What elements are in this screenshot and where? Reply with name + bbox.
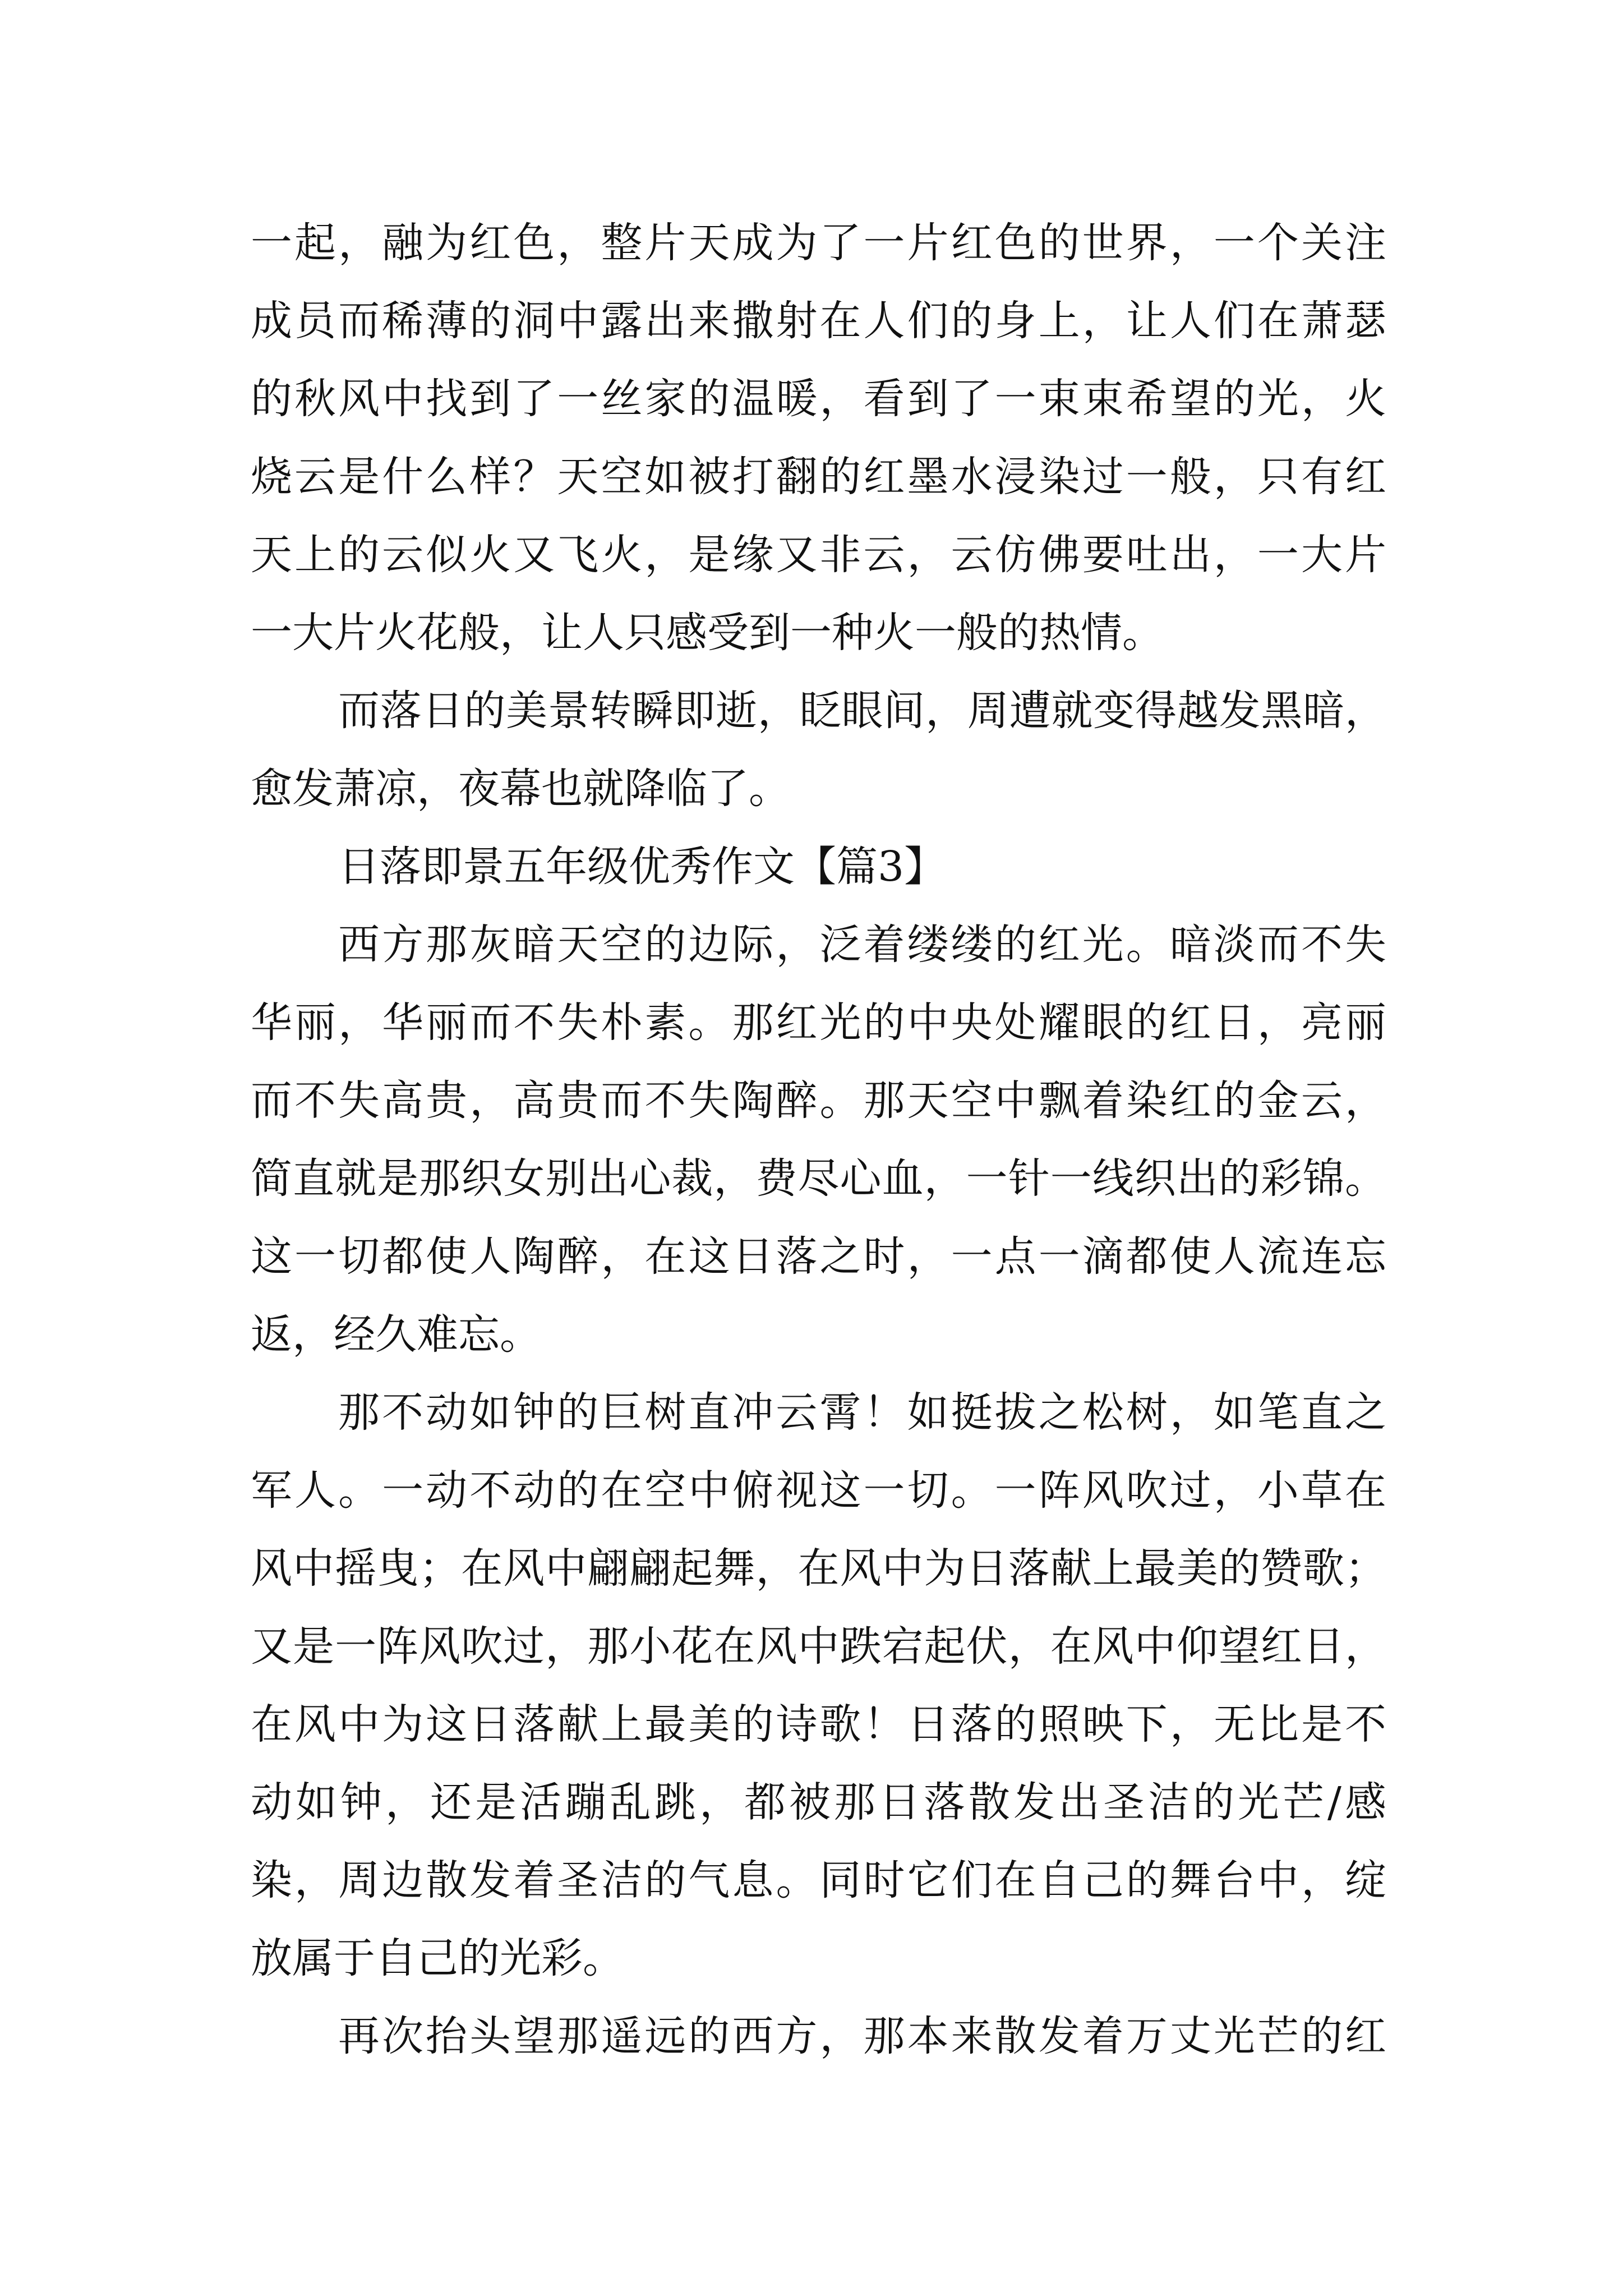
- text-line: 而落日的美景转瞬即逝，眨眼间，周遭就变得越发黑暗，: [338, 687, 1386, 735]
- text-line: 染，周边散发着圣洁的气息。同时它们在自己的舞台中，绽: [251, 1856, 1386, 1904]
- paragraph: [251, 906, 1386, 1374]
- text-line: 放属于自己的光彩。: [251, 1934, 624, 1982]
- text-line: 返，经久难忘。: [251, 1310, 541, 1359]
- paragraph: [251, 1998, 1386, 2076]
- paragraph: [251, 672, 1386, 828]
- text-line: 再次抬头望那遥远的西方，那本来散发着万丈光芒的红: [338, 2012, 1386, 2060]
- text-line: 又是一阵风吹过，那小花在风中跌宕起伏，在风中仰望红日，: [251, 1622, 1386, 1671]
- text-line: 一起，融为红色，整片天成为了一片红色的世界，一个关注: [251, 219, 1386, 267]
- text-line: 风中摇曳；在风中翩翩起舞，在风中为日落献上最美的赞歌；: [251, 1544, 1386, 1593]
- text-line: 成员而稀薄的洞中露出来撒射在人们的身上，让人们在萧瑟: [251, 297, 1386, 345]
- section-heading-text: 日落即景五年级优秀作文【篇3】: [338, 843, 946, 891]
- text-line: 愈发萧凉，夜幕也就降临了。: [251, 765, 790, 813]
- text-line: 动如钟，还是活蹦乱跳，都被那日落散发出圣洁的光芒/感: [251, 1778, 1386, 1826]
- text-line: 这一切都使人陶醉，在这日落之时，一点一滴都使人流连忘: [251, 1232, 1386, 1281]
- text-line: 而不失高贵，高贵而不失陶醉。那天空中飘着染红的金云，: [251, 1076, 1386, 1125]
- body-text: [251, 204, 1386, 2076]
- text-line: 一大片火花般，让人只感受到一种火一般的热情。: [251, 609, 1164, 657]
- text-line: 在风中为这日落献上最美的诗歌！日落的照映下，无比是不: [251, 1700, 1386, 1749]
- text-line: 西方那灰暗天空的边际，泛着缕缕的红光。暗淡而不失: [338, 921, 1386, 969]
- section-heading: [251, 828, 1386, 906]
- paragraph: [251, 204, 1386, 672]
- text-line: 天上的云似火又飞火，是缘又非云，云仿佛要吐出，一大片: [251, 531, 1386, 579]
- text-line: 军人。一动不动的在空中俯视这一切。一阵风吹过，小草在: [251, 1466, 1386, 1515]
- text-line: 华丽，华丽而不失朴素。那红光的中央处耀眼的红日，亮丽: [251, 999, 1386, 1047]
- paragraph: [251, 1374, 1386, 1998]
- text-line: 简直就是那织女别出心裁，费尽心血，一针一线织出的彩锦。: [251, 1154, 1386, 1203]
- text-line: 那不动如钟的巨树直冲云霄！如挺拔之松树，如笔直之: [338, 1388, 1386, 1437]
- text-line: 烧云是什么样？天空如被打翻的红墨水浸染过一般，只有红: [251, 453, 1386, 501]
- text-line: 的秋风中找到了一丝家的温暖，看到了一束束希望的光，火: [251, 375, 1386, 423]
